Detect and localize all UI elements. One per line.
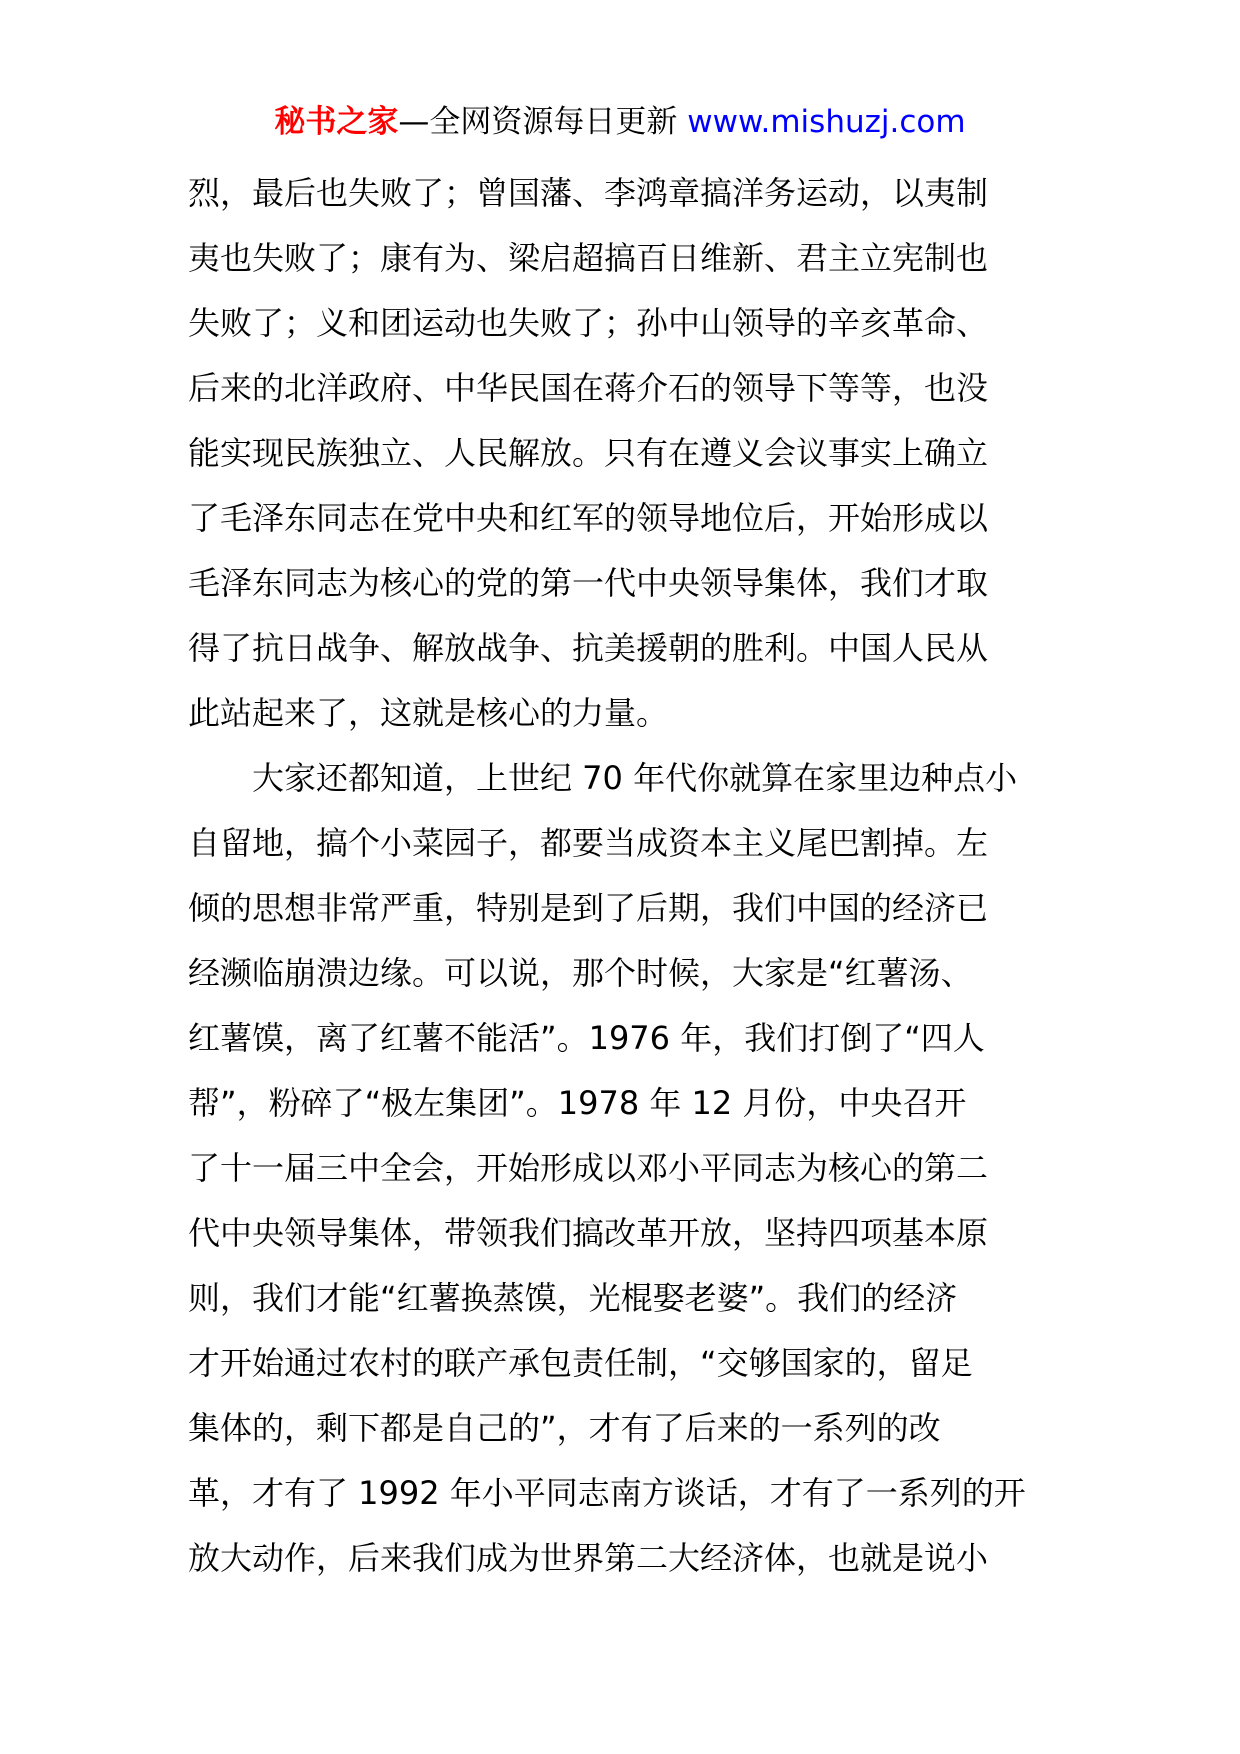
text-line: 经濒临崩溃边缘。可以说，那个时候，大家是“红薯汤、: [188, 954, 973, 992]
text-line: 自留地，搞个小菜园子，都要当成资本主义尾巴割掉。左: [188, 824, 989, 862]
text-line: 得了抗日战争、解放战争、抗美援朝的胜利。中国人民从: [188, 629, 989, 667]
text-line: 革，才有了 1992 年小平同志南方谈话，才有了一系列的开: [188, 1474, 1026, 1512]
brand-name: 秘书之家: [274, 104, 399, 140]
document-body: [188, 161, 1058, 1591]
text-line: 烈，最后也失败了；曾国藩、李鸿章搞洋务运动，以夷制: [188, 174, 989, 212]
paragraph-1: [188, 161, 1058, 746]
page-header: [0, 102, 1240, 142]
header-tagline: —全网资源每日更新: [398, 104, 678, 140]
text-line: 放大动作，后来我们成为世界第二大经济体，也就是说小: [188, 1539, 989, 1577]
text-line: 此站起来了，这就是核心的力量。: [188, 694, 669, 732]
text-line: 代中央领导集体，带领我们搞改革开放，坚持四项基本原: [188, 1214, 989, 1252]
text-line: 才开始通过农村的联产承包责任制，“交够国家的，留足: [188, 1344, 973, 1382]
text-line: 毛泽东同志为核心的党的第一代中央领导集体，我们才取: [188, 564, 989, 602]
text-line: 红薯馍，离了红薯不能活”。1976 年，我们打倒了“四人: [188, 1019, 985, 1057]
paragraph-2: [188, 746, 1058, 1591]
text-line: 能实现民族独立、人民解放。只有在遵义会议事实上确立: [188, 434, 989, 472]
text-line: 倾的思想非常严重，特别是到了后期，我们中国的经济已: [188, 889, 989, 927]
text-line: 帮”，粉碎了“极左集团”。1978 年 12 月份，中央召开: [188, 1084, 967, 1122]
site-url-link[interactable]: www.mishuzj.com: [687, 104, 966, 140]
text-line: 后来的北洋政府、中华民国在蒋介石的领导下等等，也没: [188, 369, 989, 407]
text-line: 大家还都知道，上世纪 70 年代你就算在家里边种点小: [252, 759, 1018, 797]
text-line: 了毛泽东同志在党中央和红军的领导地位后，开始形成以: [188, 499, 989, 537]
text-line: 了十一届三中全会，开始形成以邓小平同志为核心的第二: [188, 1149, 989, 1187]
text-line: 则，我们才能“红薯换蒸馍，光棍娶老婆”。我们的经济: [188, 1279, 958, 1317]
text-line: 集体的，剩下都是自己的”，才有了后来的一系列的改: [188, 1409, 941, 1447]
text-line: 失败了；义和团运动也失败了；孙中山领导的辛亥革命、: [188, 304, 989, 342]
text-line: 夷也失败了；康有为、梁启超搞百日维新、君主立宪制也: [188, 239, 989, 277]
